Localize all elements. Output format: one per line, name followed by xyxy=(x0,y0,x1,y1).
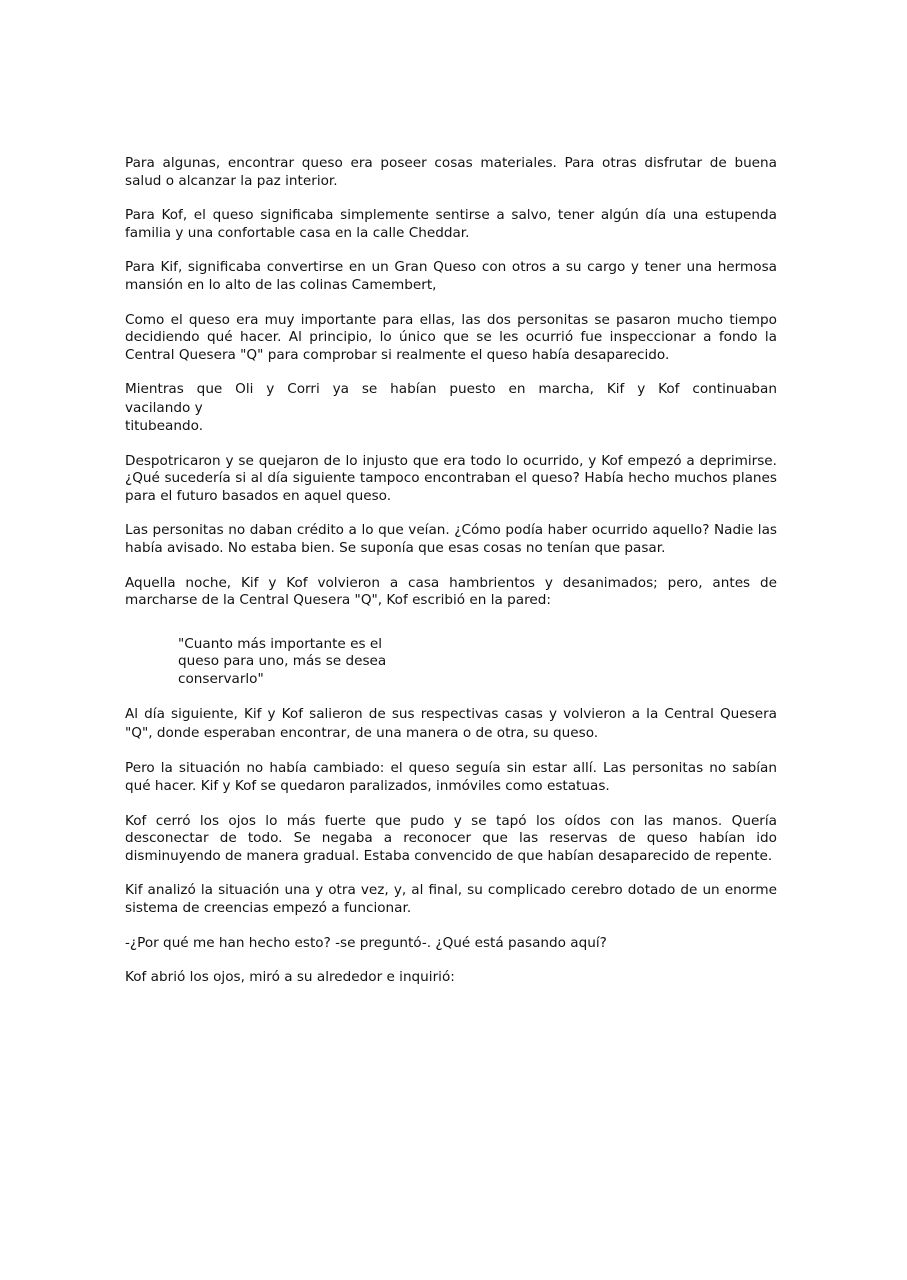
quote-line: queso para uno, más se desea xyxy=(178,653,387,670)
paragraph: Para algunas, encontrar queso era poseer cosas materiales. Para otras disfrutar de buena salud o alcanzar la paz interior. xyxy=(125,155,777,189)
paragraph-line: vacilando y xyxy=(125,399,203,416)
paragraph: Kof abrió los ojos, miró a su alrededor e inquirió: xyxy=(125,969,455,986)
dialogue-line: -¿Por qué me han hecho esto? -se preguntó-. ¿Qué está pasando aquí? xyxy=(125,934,607,951)
paragraph: Para Kif, significaba convertirse en un Gran Queso con otros a su cargo y tener una hermosa mansión en lo alto de las colinas Camembert, xyxy=(125,259,777,293)
wall-quote xyxy=(178,636,418,689)
paragraph: Despotricaron y se quejaron de lo injusto que era todo lo ocurrido, y Kof empezó a deprimirse. ¿Qué sucedería si al día siguiente tampoco encontraban el queso? Había hecho muchos planes para el futuro basados en aquel queso. xyxy=(125,452,777,504)
paragraph-line: Mientras que Oli y Corri ya se habían puesto en marcha, Kif y Kof continuaban xyxy=(125,381,777,398)
document-page xyxy=(125,155,777,1004)
paragraph: Aquella noche, Kif y Kof volvieron a casa hambrientos y desanimados; pero, antes de marcharse de la Central Quesera "Q", Kof escribió en la pared: xyxy=(125,574,777,609)
paragraph-broken xyxy=(125,381,777,435)
paragraph: Al día siguiente, Kif y Kof salieron de sus respectivas casas y volvieron a la Central Quesera "Q", donde esperaban encontrar, de una manera o de otra, su queso. xyxy=(125,706,777,742)
quote-line: "Cuanto más importante es el xyxy=(178,635,382,652)
paragraph: Kif analizó la situación una y otra vez, y, al final, su complicado cerebro dotado de un enorme sistema de creencias empezó a funcionar. xyxy=(125,882,777,917)
paragraph: Kof cerró los ojos lo más fuerte que pudo y se tapó los oídos con las manos. Quería desconectar de todo. Se negaba a reconocer que las reservas de queso habían ido disminuyendo de manera gradual. Estaba convencido de que habían desaparecido de repente. xyxy=(125,812,777,864)
paragraph: Pero la situación no había cambiado: el queso seguía sin estar allí. Las personitas no sabían qué hacer. Kif y Kof se quedaron paralizados, inmóviles como estatuas. xyxy=(125,760,777,795)
paragraph: Las personitas no daban crédito a lo que veían. ¿Cómo podía haber ocurrido aquello? Nadie las había avisado. No estaba bien. Se suponía que esas cosas no tenían que pasar. xyxy=(125,522,777,556)
quote-line: conservarlo" xyxy=(178,670,264,687)
paragraph-line: titubeando. xyxy=(125,417,204,434)
paragraph: Para Kof, el queso significaba simplemente sentirse a salvo, tener algún día una estupenda familia y una confortable casa en la calle Cheddar. xyxy=(125,207,777,241)
paragraph: Como el queso era muy importante para ellas, las dos personitas se pasaron mucho tiempo decidiendo qué hacer. Al principio, lo único que se les ocurrió fue inspeccionar a fondo la Central Quesera "Q" para comprobar si realmente el queso había desaparecido. xyxy=(125,311,777,363)
